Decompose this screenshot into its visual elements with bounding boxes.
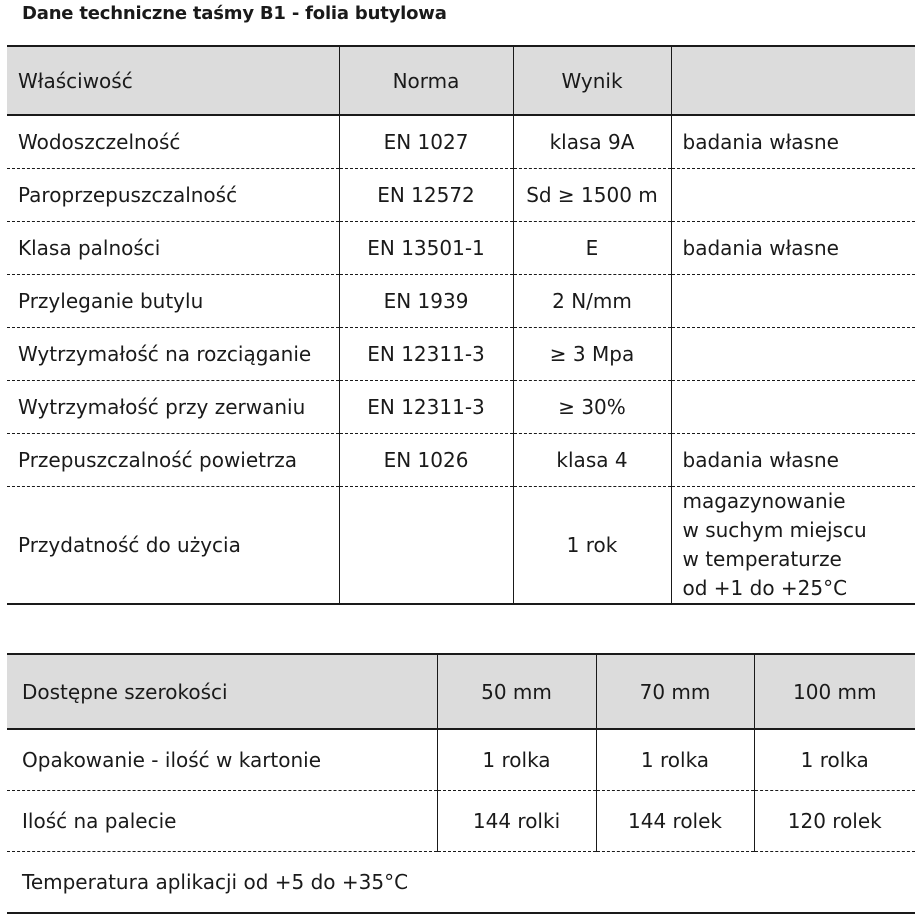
notes-line: magazynowanie [682,489,846,513]
result-cell: 2 N/mm [513,275,671,328]
value-cell: 144 rolki [437,791,596,852]
header-norm: Norma [339,46,513,115]
norm-cell: EN 1939 [339,275,513,328]
header-property: Właściwość [7,46,339,115]
table-footer-row [7,852,915,914]
property-cell: Wytrzymałość na rozciąganie [7,328,339,381]
header-width-100: 100 mm [754,654,915,729]
result-cell: ≥ 30% [513,381,671,434]
table-row [7,115,915,169]
property-cell: Paroprzepuszczalność [7,169,339,222]
header-width-70: 70 mm [596,654,754,729]
table-row [7,328,915,381]
property-cell: Przyleganie butylu [7,275,339,328]
property-cell: Wodoszczelność [7,115,339,169]
notes-line: w suchym miejscu [682,518,867,542]
norm-cell: EN 1026 [339,434,513,487]
table-row [7,434,915,487]
notes-cell [671,381,915,434]
notes-cell: badania własne [671,115,915,169]
property-cell: Wytrzymałość przy zerwaniu [7,381,339,434]
value-cell: 120 rolek [754,791,915,852]
widths-table [7,653,915,914]
technical-data-table [7,45,915,605]
header-notes [671,46,915,115]
result-cell: klasa 9A [513,115,671,169]
header-result: Wynik [513,46,671,115]
result-cell: E [513,222,671,275]
norm-cell: EN 13501-1 [339,222,513,275]
notes-cell [671,328,915,381]
norm-cell: EN 12572 [339,169,513,222]
property-cell: Klasa palności [7,222,339,275]
property-cell: Przydatność do użycia [18,533,241,557]
notes-line: w temperaturze [682,547,842,571]
table-row [7,381,915,434]
value-cell: 1 rolka [437,729,596,791]
result-cell: ≥ 3 Mpa [513,328,671,381]
notes-cell [671,275,915,328]
application-temperature: Temperatura aplikacji od +5 do +35°C [22,870,409,894]
row-label: Ilość na palecie [7,791,437,852]
header-widths: Dostępne szerokości [7,654,437,729]
table-header-row [7,654,915,729]
norm-cell: EN 1027 [339,115,513,169]
value-cell: 1 rolka [596,729,754,791]
table-row [7,791,915,852]
notes-cell: badania własne [671,434,915,487]
norm-cell: EN 12311-3 [339,328,513,381]
notes-line: od +1 do +25°C [682,576,848,600]
notes-cell: badania własne [671,222,915,275]
header-width-50: 50 mm [437,654,596,729]
page-title: Dane techniczne taśmy B1 - folia butylowa [22,3,447,24]
value-cell: 144 rolek [596,791,754,852]
value-cell: 1 rolka [754,729,915,791]
property-cell: Przepuszczalność powietrza [7,434,339,487]
table-row [7,275,915,328]
row-label: Opakowanie - ilość w kartonie [7,729,437,791]
norm-cell [339,487,513,605]
table-header-row [7,46,915,115]
result-cell: Sd ≥ 1500 m [513,169,671,222]
table-row [7,487,915,605]
table-row [7,169,915,222]
notes-cell [671,487,915,605]
norm-cell: EN 12311-3 [339,381,513,434]
table-row [7,729,915,791]
result-cell: 1 rok [513,487,671,605]
notes-cell [671,169,915,222]
table-row [7,222,915,275]
result-cell: klasa 4 [513,434,671,487]
